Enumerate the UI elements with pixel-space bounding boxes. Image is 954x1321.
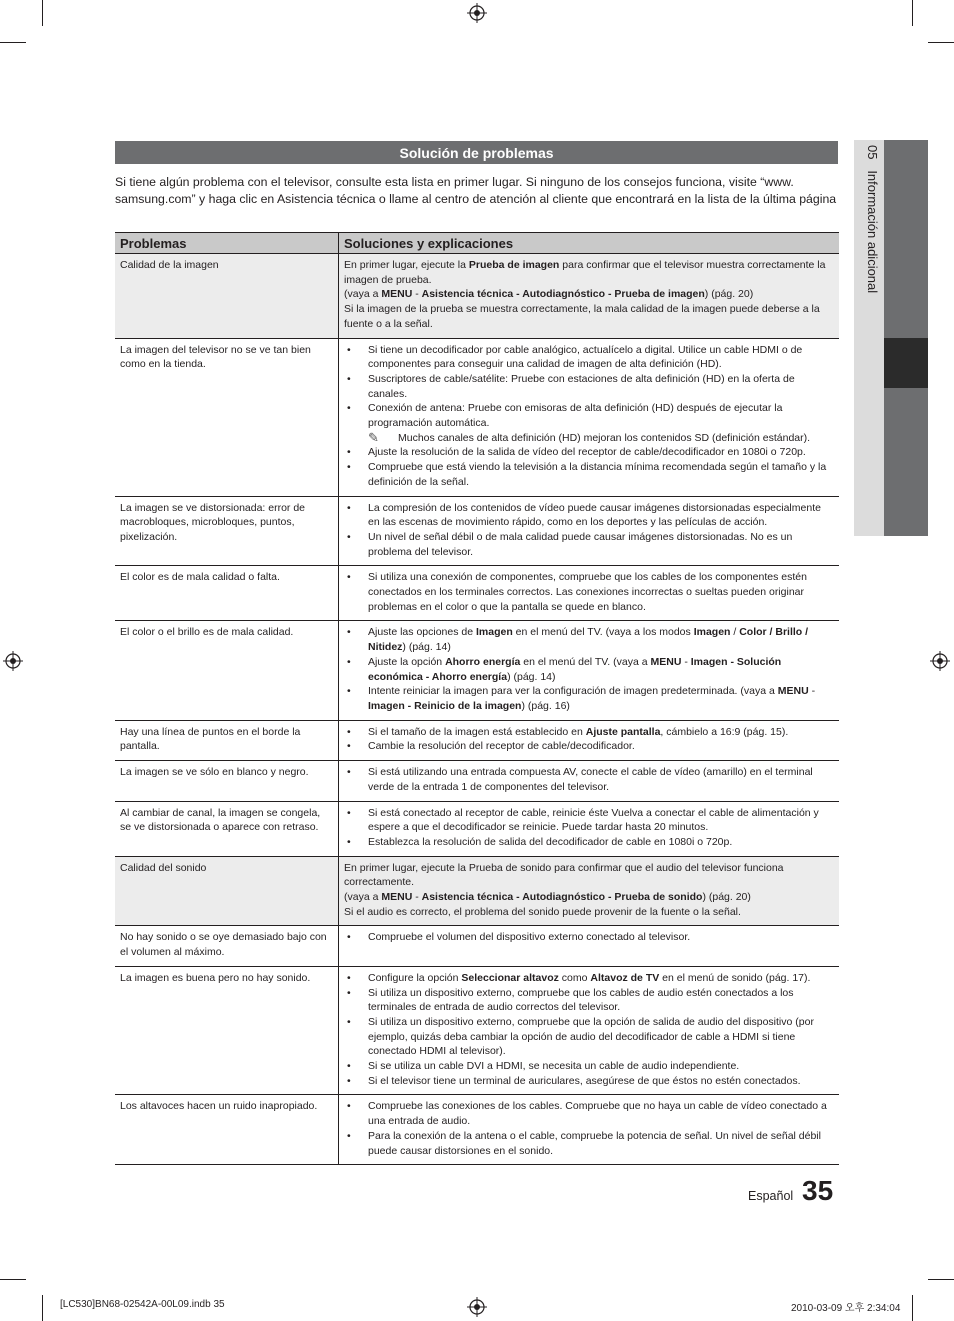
solution-cell	[339, 966, 840, 1095]
crop-mark	[928, 42, 954, 43]
crop-mark	[42, 0, 43, 26]
solution-cell	[339, 761, 840, 801]
crop-mark	[42, 1295, 43, 1321]
table-row	[115, 801, 839, 856]
list-item: • Si el tamaño de la imagen está establecido en Ajuste pantalla, cámbielo a 16:9 (pág. 15).	[344, 725, 833, 740]
problem-cell: Calidad del sonido	[115, 856, 339, 926]
pencil-note-icon: ✎	[368, 429, 379, 445]
solution-cell	[339, 496, 840, 566]
registration-mark-icon	[467, 1297, 487, 1317]
side-tab-bar	[884, 388, 928, 536]
list-item: • Si utiliza un dispositivo externo, compruebe que los cables de audio estén conectados a los terminales de entrada de audio correctos del televisor.	[344, 986, 833, 1015]
list-item: • Conexión de antena: Pruebe con emisoras de alta definición (HD) después de ejecutar la programación automática.	[344, 401, 833, 430]
table-row	[115, 761, 839, 801]
problem-cell: Calidad de la imagen	[115, 254, 339, 339]
problem-cell: No hay sonido o se oye demasiado bajo con el volumen al máximo.	[115, 926, 339, 966]
registration-mark-icon	[467, 3, 487, 23]
side-tab-bar	[884, 140, 928, 338]
chapter-number: 05	[865, 145, 880, 160]
registration-mark-icon	[930, 651, 950, 671]
list-item: • Si utiliza una conexión de componentes, compruebe que los cables de los componentes estén conectados en los terminales correctos. Las conexiones incorrectas o sueltas pueden originar problemas en el color o que la pantalla se quede en blanco.	[344, 570, 833, 614]
solution-cell	[339, 801, 840, 856]
solution-cell	[339, 338, 840, 496]
list-item: • Establezca la resolución de salida del decodificador de cable en 1080i o 720p.	[344, 835, 833, 850]
header-problems: Problemas	[115, 233, 339, 254]
list-item: • Ajuste la resolución de la salida de vídeo del receptor de cable/decodificador en 1080i o 720p.	[344, 445, 833, 460]
problem-cell: La imagen se ve distorsionada: error de macrobloques, microbloques, puntos, pixelización.	[115, 496, 339, 566]
list-item: • Si el televisor tiene un terminal de auriculares, asegúrese de que éstos no estén conectados.	[344, 1074, 833, 1089]
list-item: • Si se utiliza un cable DVI a HDMI, se necesita un cable de audio independiente.	[344, 1059, 833, 1074]
table-row	[115, 254, 839, 339]
table-row	[115, 966, 839, 1095]
table-row	[115, 926, 839, 966]
table-row	[115, 496, 839, 566]
solution-text: Si la imagen de la prueba se muestra correctamente, la mala calidad de la imagen puede deberse a la fuente o a la señal.	[344, 303, 820, 330]
table-header-row	[115, 233, 839, 254]
troubleshooting-table	[115, 232, 839, 1165]
solution-text: En primer lugar, ejecute la Prueba de imagen para confirmar que el televisor muestra correctamente la imagen de prueba.	[344, 259, 826, 286]
list-item: • Para la conexión de la antena o el cable, compruebe la potencia de señal. Un nivel de señal débil puede causar distorsiones en el sonido.	[344, 1129, 833, 1158]
list-item: • Configure la opción Seleccionar altavoz como Altavoz de TV en el menú de sonido (pág. 17).	[344, 971, 833, 986]
section-title: Solución de problemas	[115, 141, 838, 164]
solution-text: Si el audio es correcto, el problema del sonido puede provenir de la fuente o la señal.	[344, 905, 741, 918]
table-row	[115, 621, 839, 720]
problem-cell: El color es de mala calidad o falta.	[115, 566, 339, 621]
table-row	[115, 338, 839, 496]
list-item: • Si tiene un decodificador por cable analógico, actualícelo a digital. Utilice un cable HDMI o de componentes para conseguir una calidad de imagen de alta definición (HD).	[344, 343, 833, 372]
table-row	[115, 1095, 839, 1165]
footer-language: Español	[748, 1189, 794, 1203]
header-solutions: Soluciones y explicaciones	[339, 233, 840, 254]
solution-text: (vaya a MENU - Asistencia técnica - Autodiagnóstico - Prueba de imagen) (pág. 20)	[344, 288, 754, 301]
list-item: • Cambie la resolución del receptor de cable/decodificador.	[344, 739, 833, 754]
slug-datetime: 2010-03-09 오후 2:34:04	[791, 1303, 901, 1314]
side-tab-marker	[884, 338, 928, 388]
problem-cell: Al cambiar de canal, la imagen se congela, se ve distorsionada o aparece con retraso.	[115, 801, 339, 856]
solution-cell	[339, 254, 840, 339]
intro-paragraph: Si tiene algún problema con el televisor, consulte esta lista en primer lugar. Si ninguno de los consejos funciona, visite “www. samsung.com” y haga clic en Asistencia técnica o llame al centro de atención al cliente que encontrará en la lista de la última página	[115, 175, 837, 206]
table-row	[115, 720, 839, 760]
solution-cell	[339, 1095, 840, 1165]
crop-mark	[928, 1279, 954, 1280]
problem-cell: La imagen se ve sólo en blanco y negro.	[115, 761, 339, 801]
problem-cell: La imagen del televisor no se ve tan bien como en la tienda.	[115, 338, 339, 496]
problem-cell: Hay una línea de puntos en el borde la pantalla.	[115, 720, 339, 760]
list-item: • Si está conectado al receptor de cable, reinicie éste Vuelva a conectar el cable de alimentación y espere a que el decodificador se reinicie. Puede tardar hasta 20 minutos.	[344, 806, 833, 835]
list-item: • Un nivel de señal débil o de mala calidad puede causar imágenes distorsionadas. No es un problema del televisor.	[344, 530, 833, 559]
list-item: • Intente reiniciar la imagen para ver la configuración de imagen predeterminada. (vaya a MENU - Imagen - Reinicio de la imagen) (pág. 16)	[344, 684, 833, 713]
note: ✎ Muchos canales de alta definición (HD) mejoran los contenidos SD (definición estándar).	[368, 429, 811, 445]
crop-mark	[912, 0, 913, 26]
list-item: • Si está utilizando una entrada compuesta AV, conecte el cable de vídeo (amarillo) en el terminal verde de la entrada 1 de componentes del televisor.	[344, 765, 833, 794]
solution-cell	[339, 856, 840, 926]
solution-text: En primer lugar, ejecute la Prueba de sonido para confirmar que el audio del televisor funciona correctamente.	[344, 861, 784, 889]
crop-mark	[912, 1295, 913, 1321]
list-item: • Compruebe las conexiones de los cables. Compruebe que no haya un cable de vídeo conectado a una entrada de audio.	[344, 1099, 833, 1128]
list-item: • Compruebe el volumen del dispositivo externo conectado al televisor.	[344, 930, 833, 945]
solution-cell	[339, 720, 840, 760]
list-item: • Compruebe que está viendo la televisión a la distancia mínima recomendada según el tamaño y la definición de la señal.	[344, 460, 833, 489]
side-tab-label	[858, 145, 880, 445]
list-item: • Suscriptores de cable/satélite: Pruebe con estaciones de alta definición (HD) en la oferta de canales.	[344, 372, 833, 401]
slug-file: [LC530]BN68-02542A-00L09.indb 35	[60, 1299, 225, 1310]
solution-cell	[339, 566, 840, 621]
table-row	[115, 566, 839, 621]
solution-cell	[339, 621, 840, 720]
list-item: • Ajuste la opción Ahorro energía en el menú del TV. (vaya a MENU - Imagen - Solución económica - Ahorro energía) (pág. 14)	[344, 655, 833, 684]
crop-mark	[0, 42, 26, 43]
chapter-title: Información adicional	[865, 170, 880, 294]
list-item: • Si utiliza un dispositivo externo, compruebe que la opción de salida de audio del dispositivo (por ejemplo, quizás deba cambiar la opción de audio del decodificador de cable a HDMI si tiene conectado HDMI al televisor).	[344, 1015, 833, 1059]
problem-cell: El color o el brillo es de mala calidad.	[115, 621, 339, 720]
solution-text: (vaya a MENU - Asistencia técnica - Autodiagnóstico - Prueba de sonido) (pág. 20)	[344, 891, 751, 904]
list-item: • Ajuste las opciones de Imagen en el menú del TV. (vaya a los modos Imagen / Color / Brillo / Nitidez) (pág. 14)	[344, 625, 833, 654]
crop-mark	[0, 1279, 26, 1280]
problem-cell: Los altavoces hacen un ruido inapropiado.	[115, 1095, 339, 1165]
problem-cell: La imagen es buena pero no hay sonido.	[115, 966, 339, 1095]
solution-cell	[339, 926, 840, 966]
registration-mark-icon	[3, 651, 23, 671]
page-number: 35	[802, 1175, 834, 1206]
table-row	[115, 856, 839, 926]
list-item: • La compresión de los contenidos de vídeo puede causar imágenes distorsionadas especialmente en las escenas de movimiento rápido, como en los deportes y las películas de acción.	[344, 501, 833, 530]
